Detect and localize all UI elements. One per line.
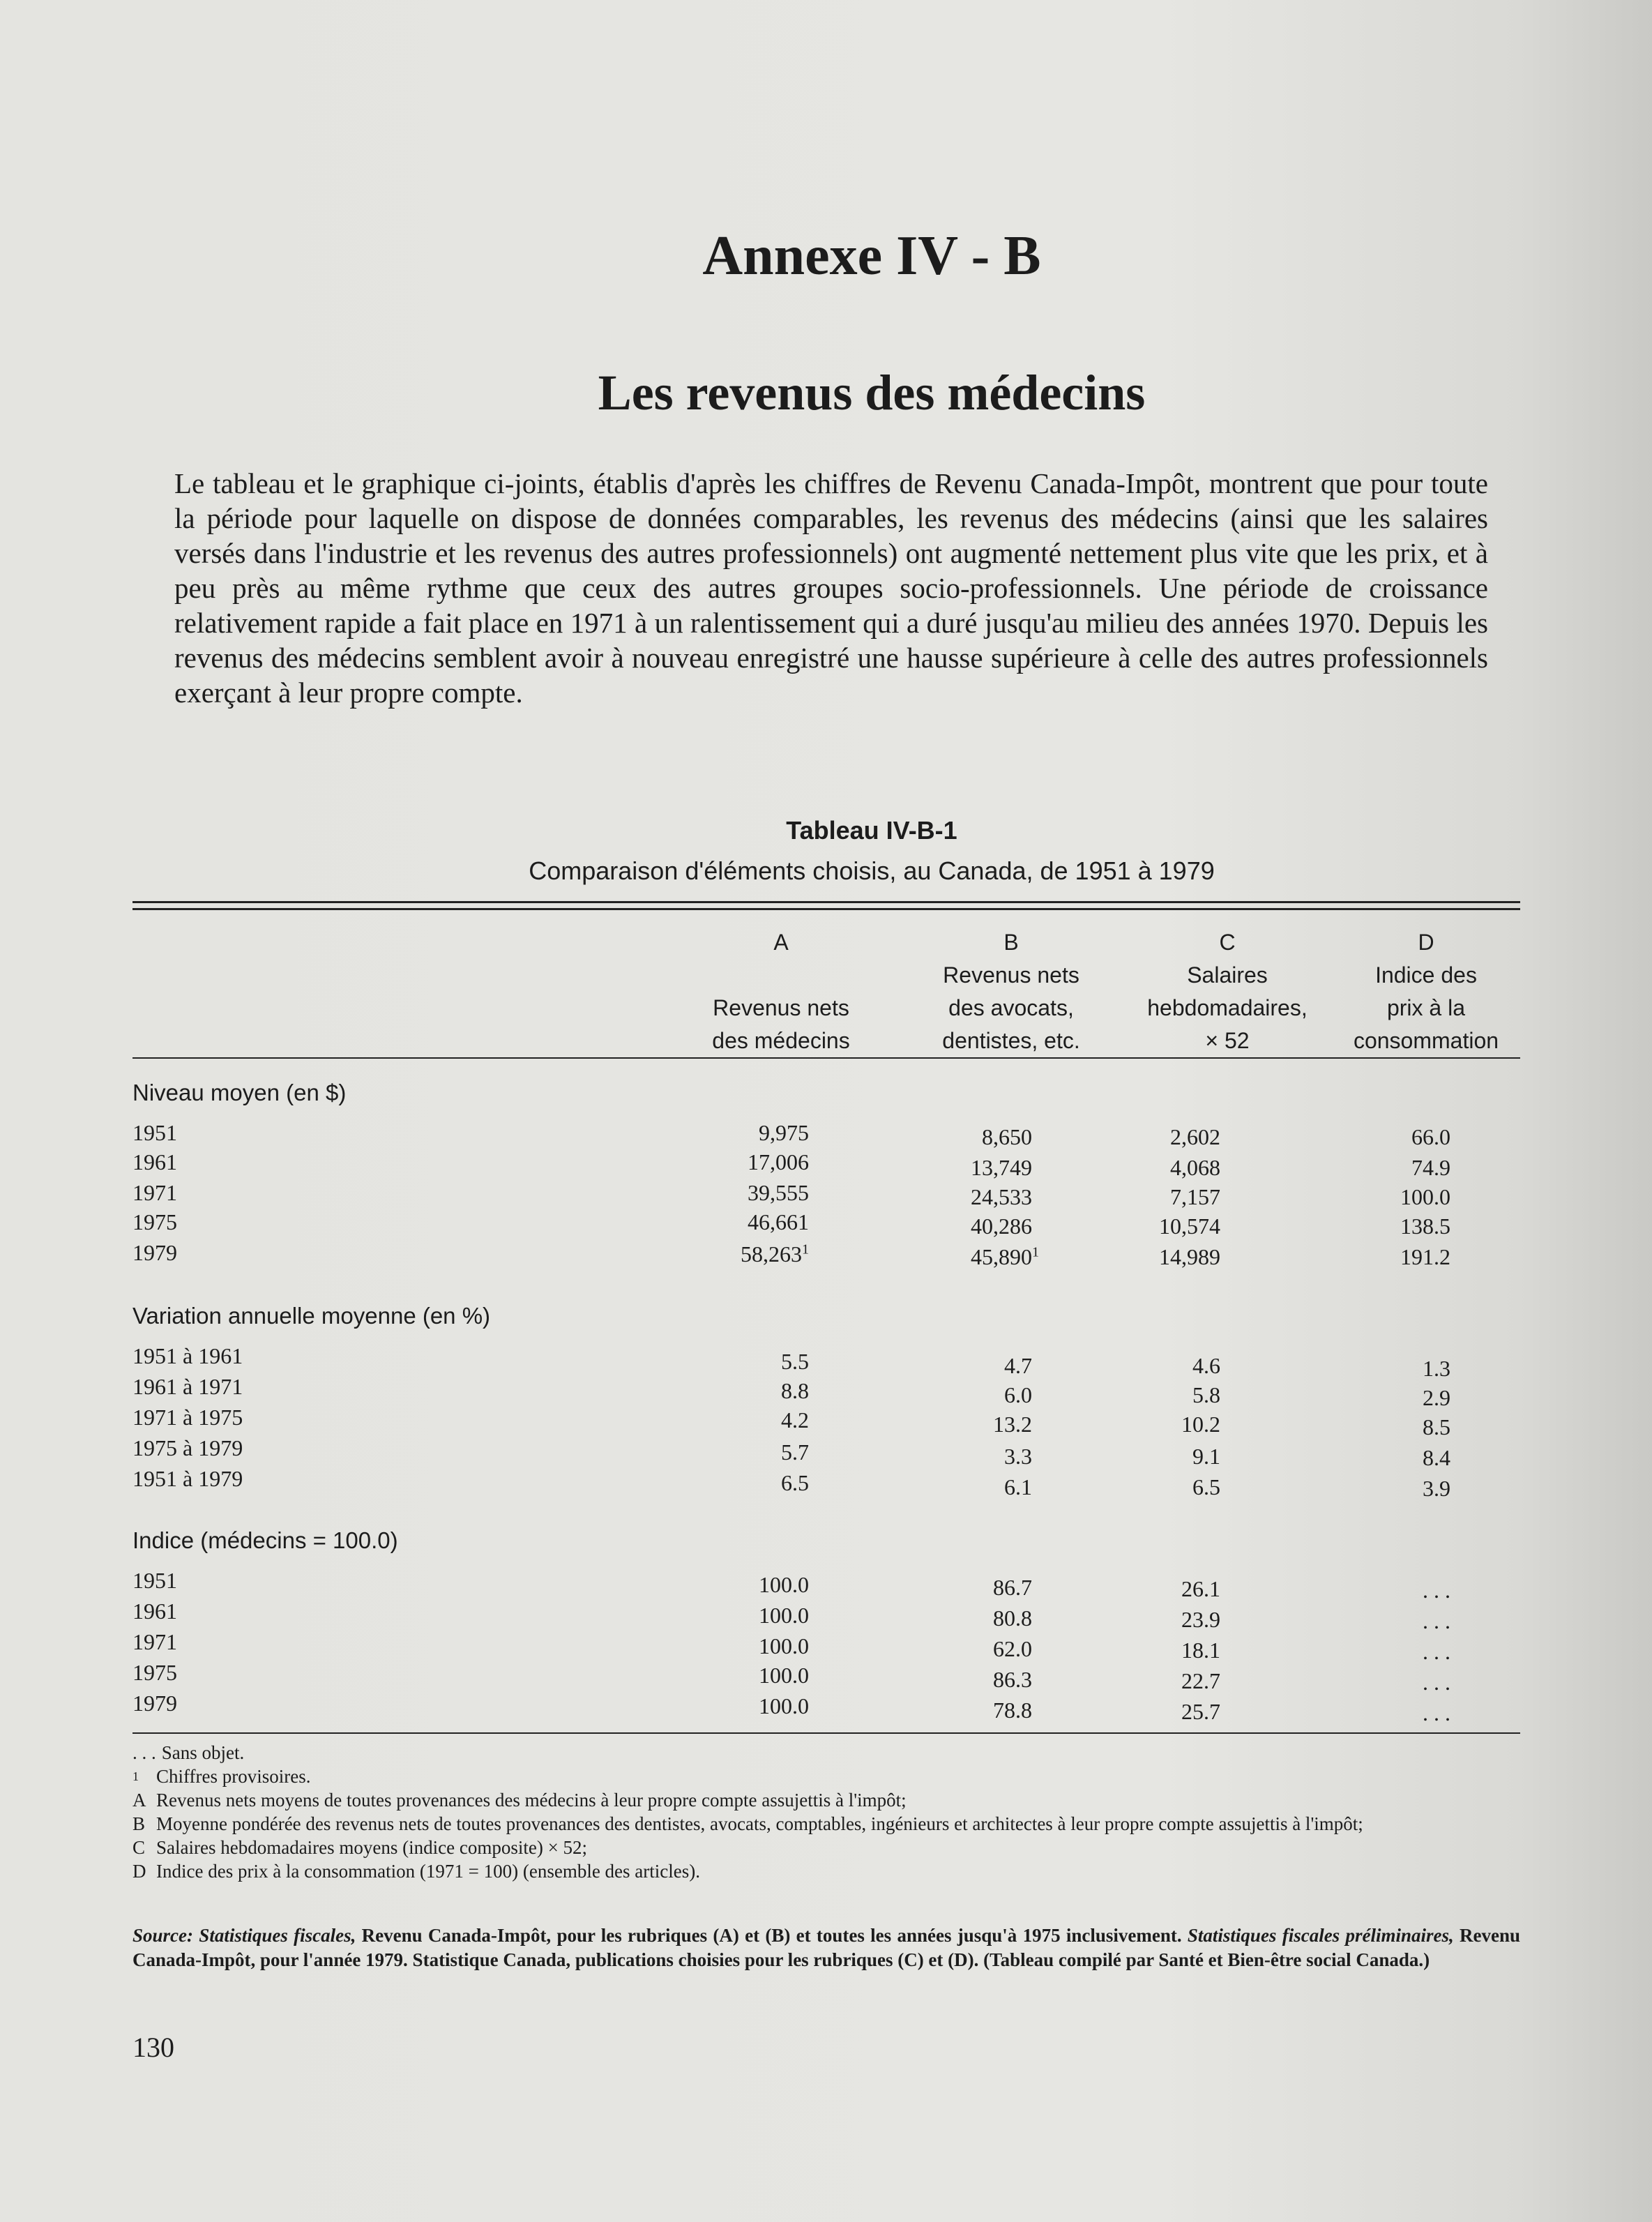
col-d-letter: D: [1418, 930, 1434, 955]
row-label: 1971 à 1975: [132, 1405, 243, 1430]
note-text: Sans objet.: [161, 1742, 245, 1763]
cell-b-value: 45,890: [971, 1244, 1032, 1269]
cell-c: 7,157: [1170, 1184, 1220, 1209]
cell-a: 5.5: [781, 1349, 809, 1374]
cell-c: 9.1: [1192, 1444, 1220, 1469]
section-label: Niveau moyen (en $): [132, 1080, 347, 1105]
cell-c: 4,068: [1170, 1155, 1220, 1180]
cell-d: 2.9: [1423, 1385, 1450, 1410]
col-a-header: [697, 926, 865, 1057]
source-text-2: Revenu Canada-Impôt, pour l'année 1979. Statistique Canada, publications choisies pour les rubriques (C) et (D). (Tableau compilé par Santé et Bien-être social Canada.): [132, 1925, 1521, 1970]
row-label: 1951 à 1961: [132, 1343, 243, 1368]
cell-d: . . .: [1423, 1639, 1450, 1664]
cell-c: 10,574: [1159, 1214, 1220, 1239]
table-title: Tableau IV-B-1: [786, 816, 957, 845]
col-b-header: [920, 926, 1102, 1057]
col-a-line2: des médecins: [712, 1028, 850, 1053]
col-b-line2: des avocats,: [948, 995, 1074, 1020]
cell-d: 74.9: [1411, 1155, 1450, 1180]
note-key: A: [132, 1790, 146, 1811]
col-c-line2: hebdomadaires,: [1147, 995, 1308, 1020]
source-title-1: Statistiques fiscales,: [199, 1925, 356, 1946]
cell-a: 100.0: [759, 1663, 809, 1688]
row-label: 1975: [132, 1660, 177, 1685]
col-d-line2: prix à la: [1386, 995, 1466, 1020]
intro-paragraph: Le tableau et le graphique ci-joints, établis d'après les chiffres de Revenu Canada-Impôt, montrent que pour toute la période pour laquelle on dispose de données comparables, les revenus des médecins (ainsi que les salaires versés dans l'industrie et les revenus des autres professionnels) ont augmenté nettement plus vite que les prix, et à peu près au même rythme que ceux des autres groupes socio-professionnels. Une période de croissance relativement rapide a fait place en 1971 à un ralentissement qui a duré jusqu'au milieu des années 1970. Depuis les revenus des médecins semblent avoir à nouveau enregistré une hausse supérieure à celle des autres professionnels exerçant à leur propre compte.: [174, 467, 1488, 709]
note-key: C: [132, 1837, 146, 1858]
cell-d: 3.9: [1423, 1476, 1450, 1501]
cell-b: 80.8: [993, 1605, 1032, 1631]
cell-c: 18.1: [1181, 1638, 1220, 1663]
note-key: . . .: [132, 1742, 156, 1763]
header-bottom-rule: [132, 1057, 1520, 1059]
cell-b: 3.3: [1004, 1444, 1032, 1469]
cell-a: 5.7: [781, 1439, 809, 1465]
cell-a: 100.0: [759, 1633, 809, 1658]
col-d-line1: Indice des: [1375, 962, 1477, 988]
cell-c: 23.9: [1181, 1607, 1220, 1632]
row-label: 1971: [132, 1629, 177, 1654]
table-top-rule: [132, 901, 1520, 903]
cell-a: 39,555: [748, 1180, 809, 1205]
cell-c: 10.2: [1181, 1412, 1220, 1437]
cell-a-value: 58,263: [741, 1241, 802, 1267]
cell-a: 8.8: [781, 1378, 809, 1403]
cell-c: 6.5: [1192, 1474, 1220, 1499]
cell-b: 40,286: [971, 1214, 1032, 1239]
cell-d: 1.3: [1423, 1356, 1450, 1381]
cell-d: . . .: [1423, 1670, 1450, 1695]
cell-a: [669, 1241, 809, 1267]
annex-title: Annexe IV - B: [702, 225, 1041, 287]
col-d-line3: consommation: [1353, 1028, 1499, 1053]
col-c-line1: Salaires: [1187, 962, 1268, 988]
cell-d: . . .: [1423, 1700, 1450, 1725]
note-key: D: [132, 1861, 146, 1882]
cell-c: 14,989: [1159, 1244, 1220, 1269]
row-label: 1961 à 1971: [132, 1374, 243, 1399]
cell-b: 8,650: [982, 1124, 1032, 1149]
row-label: 1979: [132, 1691, 177, 1716]
table-subtitle: Comparaison d'éléments choisis, au Canada, de 1951 à 1979: [529, 856, 1215, 885]
cell-b: 86.3: [993, 1667, 1032, 1692]
cell-b: 6.0: [1004, 1382, 1032, 1407]
cell-a: 46,661: [748, 1209, 809, 1234]
cell-a: 6.5: [781, 1470, 809, 1495]
row-label: 1979: [132, 1240, 177, 1265]
table-bottom-rule: [132, 1732, 1520, 1734]
cell-d: . . .: [1423, 1608, 1450, 1633]
cell-b: 86.7: [993, 1575, 1032, 1600]
note-text: Indice des prix à la consommation (1971 = 100) (ensemble des articles).: [156, 1861, 700, 1882]
cell-d: . . .: [1423, 1578, 1450, 1603]
cell-b: 13.2: [993, 1412, 1032, 1437]
col-b-line3: dentistes, etc.: [942, 1028, 1080, 1053]
page-number: 130: [132, 2032, 174, 2063]
row-label: 1961: [132, 1599, 177, 1624]
source-title-2: Statistiques fiscales préliminaires,: [1187, 1925, 1454, 1946]
note-key: 1: [132, 1769, 139, 1783]
main-title: Les revenus des médecins: [598, 365, 1146, 421]
note-item: [132, 1741, 1520, 1764]
cell-b: 78.8: [993, 1698, 1032, 1723]
cell-c: 22.7: [1181, 1668, 1220, 1693]
cell-c: 25.7: [1181, 1699, 1220, 1724]
cell-d: 138.5: [1400, 1214, 1450, 1239]
row-label: 1951: [132, 1568, 177, 1593]
cell-c: 5.8: [1192, 1382, 1220, 1407]
cell-d: 66.0: [1411, 1124, 1450, 1149]
note-item: [132, 1859, 1520, 1883]
cell-a: 100.0: [759, 1693, 809, 1718]
cell-c: 4.6: [1192, 1353, 1220, 1378]
footnote-marker: 1: [802, 1241, 809, 1257]
col-a-line1: Revenus nets: [713, 995, 849, 1020]
cell-b: 6.1: [1004, 1474, 1032, 1499]
note-item: [132, 1812, 1520, 1836]
row-label: 1971: [132, 1180, 177, 1205]
note-item: [132, 1836, 1520, 1859]
cell-d: 191.2: [1400, 1244, 1450, 1269]
col-a-letter: A: [773, 930, 789, 955]
note-text: Moyenne pondérée des revenus nets de toutes provenances des dentistes, avocats, comptables, ingénieurs et architectes à leur propre compte assujettis à l'impôt;: [156, 1813, 1363, 1834]
cell-c: 2,602: [1170, 1124, 1220, 1149]
row-label: 1951: [132, 1120, 177, 1145]
cell-b: [900, 1244, 1039, 1270]
cell-b: 13,749: [971, 1155, 1032, 1180]
cell-a: 4.2: [781, 1407, 809, 1433]
cell-d: 8.5: [1423, 1414, 1450, 1439]
col-d-header: [1339, 926, 1513, 1057]
col-b-line1: Revenus nets: [943, 962, 1079, 988]
cell-b: 24,533: [971, 1184, 1032, 1209]
row-label: 1951 à 1979: [132, 1466, 243, 1491]
section-label: Variation annuelle moyenne (en %): [132, 1303, 491, 1329]
source-label: Source:: [132, 1925, 193, 1946]
section-label: Indice (médecins = 100.0): [132, 1527, 398, 1553]
cell-a: 17,006: [748, 1149, 809, 1174]
cell-a: 9,975: [759, 1120, 809, 1145]
cell-d: 100.0: [1400, 1184, 1450, 1209]
table-top-rule-2: [132, 908, 1520, 910]
footnote-marker: 1: [1032, 1244, 1039, 1260]
note-key: B: [132, 1813, 146, 1834]
col-b-letter: B: [1003, 930, 1019, 955]
cell-b: 4.7: [1004, 1353, 1032, 1378]
source-text-1: Revenu Canada-Impôt, pour les rubriques (A) et (B) et toutes les années jusqu'à 1975 inclusivement.: [356, 1925, 1188, 1946]
source-note: [132, 1924, 1520, 1972]
col-c-letter: C: [1219, 930, 1236, 955]
cell-a: 100.0: [759, 1572, 809, 1597]
row-label: 1975: [132, 1209, 177, 1234]
note-text: Salaires hebdomadaires moyens (indice composite) × 52;: [156, 1837, 588, 1858]
row-label: 1975 à 1979: [132, 1435, 243, 1460]
col-c-header: [1137, 926, 1318, 1057]
row-label: 1961: [132, 1149, 177, 1174]
table-notes: [132, 1741, 1520, 1883]
note-item: [132, 1764, 1520, 1788]
note-item: [132, 1788, 1520, 1812]
cell-a: 100.0: [759, 1603, 809, 1628]
cell-b: 62.0: [993, 1636, 1032, 1661]
col-c-line3: × 52: [1205, 1028, 1250, 1053]
note-text: Chiffres provisoires.: [156, 1766, 311, 1787]
cell-c: 26.1: [1181, 1576, 1220, 1601]
note-text: Revenus nets moyens de toutes provenances des médecins à leur propre compte assujettis à l'impôt;: [156, 1790, 907, 1811]
cell-d: 8.4: [1423, 1445, 1450, 1470]
